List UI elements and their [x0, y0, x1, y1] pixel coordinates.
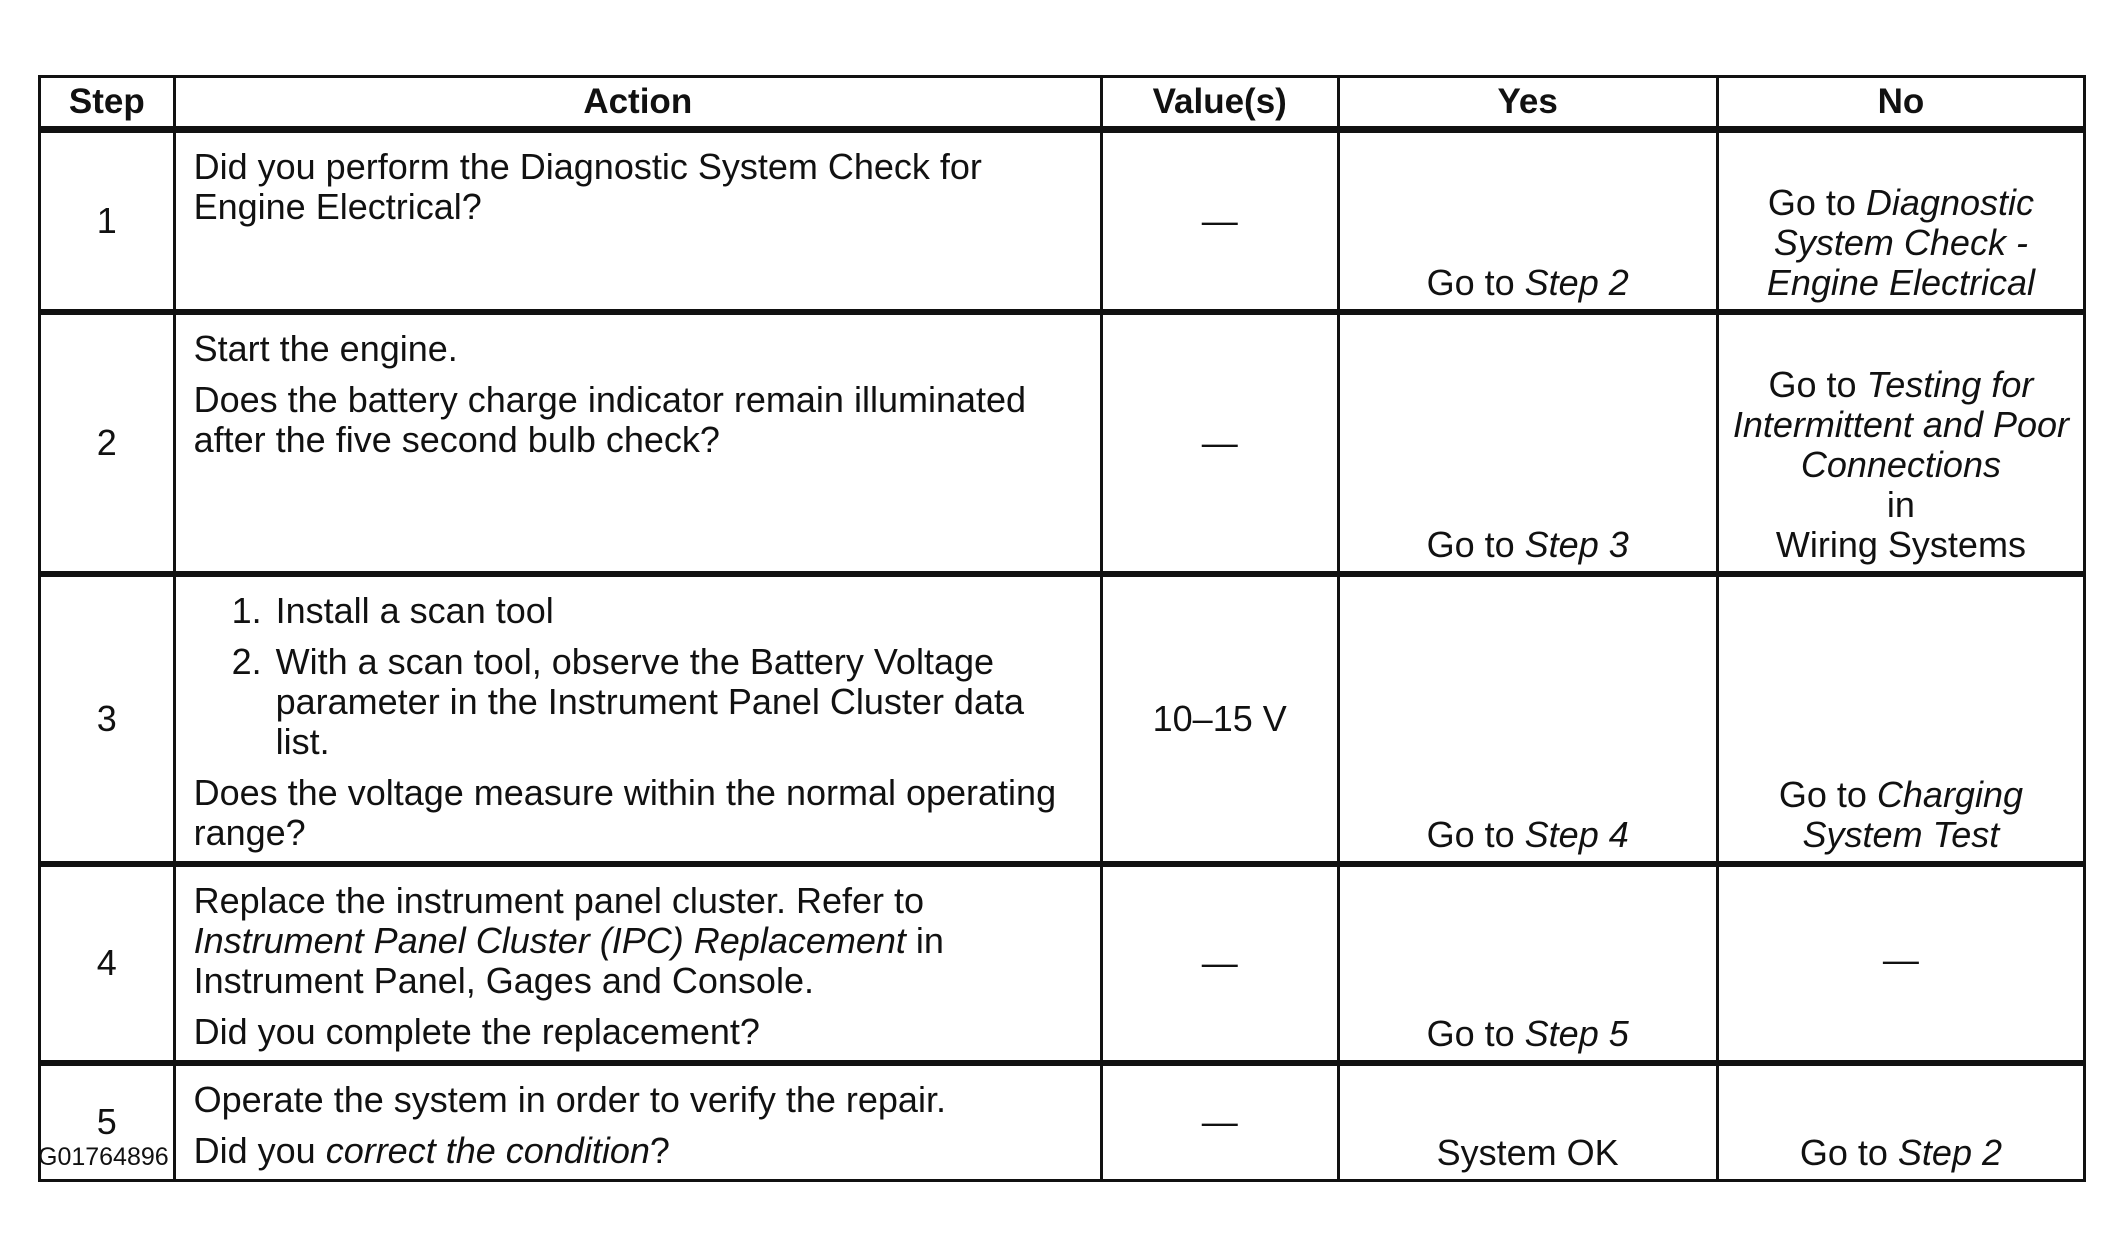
action-question: Did you complete the replacement? [193, 1010, 760, 1052]
yes-prefix: Go to [1426, 523, 1525, 565]
action-cell [174, 574, 1101, 864]
list-item: 1. Install a scan tool [272, 591, 1080, 631]
no-link[interactable]: Step 2 [1897, 1131, 2002, 1173]
action-question: Does the battery charge indicator remain illuminated after the five second bulb check? [193, 378, 1027, 460]
no-cell [1717, 130, 2084, 312]
action-text: Did you perform the Diagnostic System Check for Engine Electrical? [193, 146, 982, 227]
value-cell: — [1101, 1063, 1338, 1181]
yes-link[interactable]: Step 2 [1524, 261, 1629, 303]
action-text-c: Instrument Panel, Gages and Console. [193, 959, 814, 1001]
action-text: Operate the system in order to verify the repair. [193, 1078, 946, 1120]
no-cell [1717, 574, 2084, 864]
value-cell: — [1101, 312, 1338, 574]
action-question-link: correct the condition [325, 1129, 650, 1171]
action-text-b: in [905, 919, 944, 961]
action-question-b: ? [649, 1129, 670, 1171]
no-cell [1717, 312, 2084, 574]
no-link[interactable]: Charging System Test [1802, 773, 2023, 855]
action-link[interactable]: Instrument Panel Cluster (IPC) Replacement [193, 919, 906, 961]
no-prefix: Go to [1778, 773, 1877, 815]
value-cell: — [1101, 864, 1338, 1063]
yes-cell [1338, 574, 1717, 864]
figure-id: G01764896 [38, 1143, 169, 1171]
action-question-a: Did you [193, 1129, 326, 1171]
action-steps-list [194, 591, 1080, 762]
table-row [40, 312, 2085, 574]
yes-prefix: Go to [1426, 813, 1525, 855]
yes-cell [1338, 130, 1717, 312]
no-link[interactable]: Testing for Intermittent and Poor Connections [1732, 363, 2070, 485]
value-cell: 10–15 V [1101, 574, 1338, 864]
yes-prefix: Go to [1426, 261, 1525, 303]
action-text [194, 881, 1080, 1001]
list-item: 2. With a scan tool, observe the Battery Voltage parameter in the Instrument Panel Cluster data list. [272, 642, 1080, 762]
table-row [40, 1063, 2085, 1181]
action-question: Does the voltage measure within the normal operating range? [193, 771, 1057, 853]
action-text-a: Replace the instrument panel cluster. Refer to [193, 879, 924, 921]
yes-cell [1338, 312, 1717, 574]
step-number: 2 [40, 312, 175, 574]
yes-link[interactable]: Step 4 [1524, 813, 1629, 855]
no-cell [1717, 1063, 2084, 1181]
no-prefix: Go to [1799, 1131, 1898, 1173]
header-action: Action [174, 77, 1101, 130]
header-yes: Yes [1338, 77, 1717, 130]
action-cell [174, 1063, 1101, 1181]
header-no: No [1717, 77, 2084, 130]
no-suffix: Wiring Systems [1775, 523, 2026, 565]
yes-cell: System OK [1338, 1063, 1717, 1181]
table-row [40, 574, 2085, 864]
diagnostic-table [38, 75, 2086, 1182]
header-values: Value(s) [1101, 77, 1338, 130]
action-question [194, 1131, 1080, 1171]
action-cell [174, 864, 1101, 1063]
no-middle: in [1886, 483, 1915, 525]
action-cell [174, 312, 1101, 574]
table-row [40, 864, 2085, 1063]
no-prefix: Go to [1767, 181, 1866, 223]
table-row [40, 130, 2085, 312]
yes-link[interactable]: Step 3 [1524, 523, 1629, 565]
step-number: 3 [40, 574, 175, 864]
step-number: 4 [40, 864, 175, 1063]
no-cell: — [1717, 864, 2084, 1063]
yes-link[interactable]: Step 5 [1524, 1012, 1629, 1054]
no-prefix: Go to [1768, 363, 1867, 405]
yes-cell [1338, 864, 1717, 1063]
header-step: Step [40, 77, 175, 130]
value-cell: — [1101, 130, 1338, 312]
step-number: 1 [40, 130, 175, 312]
header-row [40, 77, 2085, 130]
action-cell [174, 130, 1101, 312]
action-text: Start the engine. [193, 327, 458, 369]
yes-prefix: Go to [1426, 1012, 1525, 1054]
no-link[interactable]: Diagnostic System Check - Engine Electrical [1766, 181, 2035, 303]
step-number: 5 [40, 1063, 175, 1181]
